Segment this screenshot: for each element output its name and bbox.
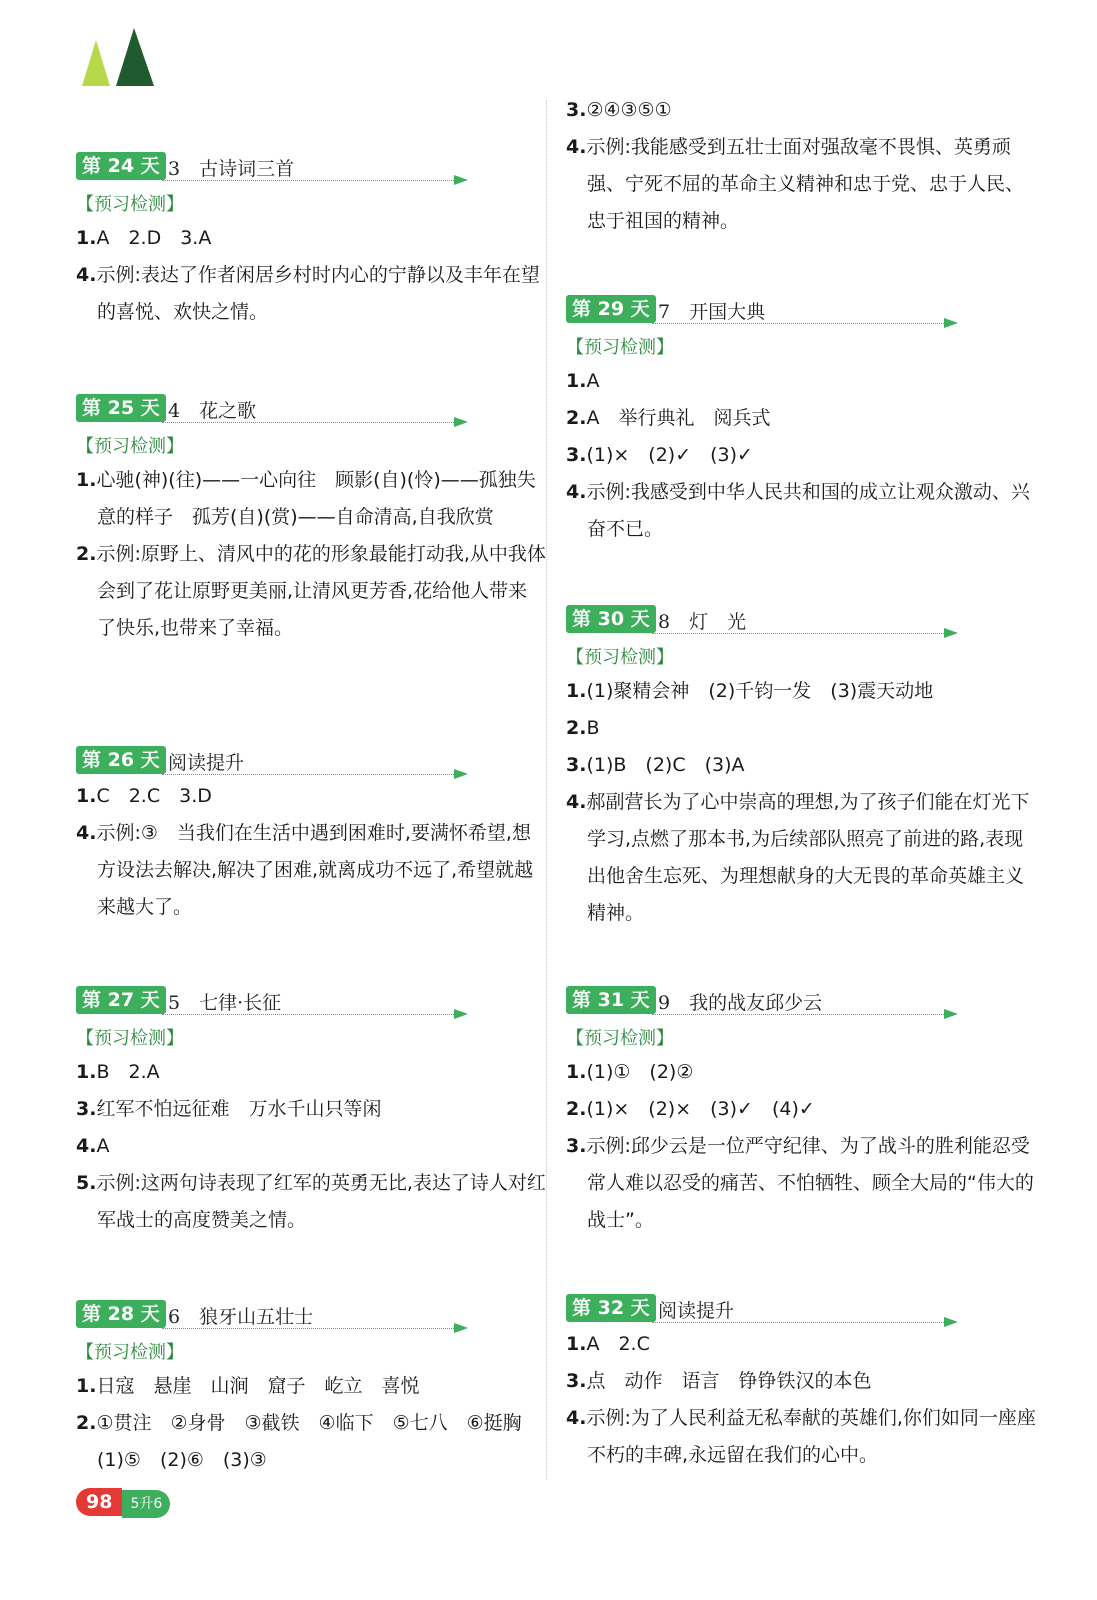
answer-item: 3.示例:邱少云是一位严守纪律、为了战斗的胜利能忍受常人难以忍受的痛苦、不怕牺牲、顾全大局的“伟大的战士”。 [566, 1135, 1034, 1231]
answer-item: 2.(1)× (2)× (3)✓ (4)✓ [566, 1098, 815, 1120]
section-day-27 [76, 984, 546, 1239]
section-day-26 [76, 744, 546, 926]
answer-item: 4.A [76, 1135, 110, 1157]
preview-check-label: 【预习检测】 [76, 1342, 184, 1363]
lesson-title: 阅读提升 [658, 1300, 735, 1322]
lesson-title: 6 狼牙山五壮士 [168, 1306, 314, 1328]
section-header [76, 150, 546, 184]
section-day-28 [76, 1298, 546, 1479]
header-dotted-line [162, 1328, 456, 1329]
answer-item: 4.示例:③ 当我们在生活中遇到困难时,要满怀希望,想方设法去解决,解决了困难,就离成功不远了,希望就越来越大了。 [76, 822, 534, 918]
answer-item: 4.示例:为了人民利益无私奉献的英雄们,你们如同一座座不朽的丰碑,永远留在我们的心中。 [566, 1407, 1036, 1466]
lesson-title: 4 花之歌 [168, 400, 257, 422]
answer-item: 1.A [566, 370, 600, 392]
day-badge: 第 32 天 [566, 1294, 656, 1322]
section-day-25 [76, 392, 546, 647]
arrow-icon [454, 1323, 468, 1333]
day-badge: 第 31 天 [566, 986, 656, 1014]
day-badge: 第 25 天 [76, 394, 166, 422]
answer-item: 2.示例:原野上、清风中的花的形象最能打动我,从中我体会到了花让原野更美丽,让清风更芳香,花给他人带来了快乐,也带来了幸福。 [76, 543, 546, 639]
header-dotted-line [162, 1014, 456, 1015]
answer-item: 1.(1)聚精会神 (2)千钧一发 (3)震天动地 [566, 680, 934, 702]
section-header [566, 1292, 1036, 1326]
answer-item: 1.C 2.C 3.D [76, 785, 212, 807]
header-dotted-line [162, 774, 456, 775]
section-header [76, 1298, 546, 1332]
section-day-31 [566, 984, 1036, 1239]
lesson-title: 3 古诗词三首 [168, 158, 295, 180]
lesson-title: 9 我的战友邱少云 [658, 992, 823, 1014]
day-badge: 第 27 天 [76, 986, 166, 1014]
answer-item: 4.示例:表达了作者闲居乡村时内心的宁静以及丰年在望的喜悦、欢快之情。 [76, 264, 540, 323]
lesson-title: 阅读提升 [168, 752, 245, 774]
header-dotted-line [652, 1014, 946, 1015]
arrow-icon [944, 318, 958, 328]
section-header [76, 984, 546, 1018]
answer-item: 2.①贯注 ②身骨 ③截铁 ④临下 ⑤七八 ⑥挺胸 (1)⑤ (2)⑥ (3)③ [76, 1412, 541, 1471]
answer-item: 3.(1)× (2)✓ (3)✓ [566, 444, 753, 466]
preview-check-label: 【预习检测】 [76, 436, 184, 457]
preview-check-label: 【预习检测】 [566, 337, 674, 358]
header-dotted-line [162, 180, 456, 181]
section-day-30 [566, 603, 1036, 932]
page-number: 98 [76, 1488, 122, 1516]
header-dotted-line [652, 323, 946, 324]
section-header [76, 744, 546, 778]
arrow-icon [454, 417, 468, 427]
arrow-icon [454, 769, 468, 779]
day-badge: 第 30 天 [566, 605, 656, 633]
day-badge: 第 24 天 [76, 152, 166, 180]
preview-check-label: 【预习检测】 [76, 194, 184, 215]
answer-item: 1.A 2.D 3.A [76, 227, 212, 249]
section-day-24 [76, 150, 546, 331]
answer-item: 1.日寇 悬崖 山涧 窟子 屹立 喜悦 [76, 1375, 420, 1397]
day-badge: 第 28 天 [76, 1300, 166, 1328]
section-header [76, 392, 546, 426]
tree-logo-icon [76, 28, 166, 88]
arrow-icon [944, 628, 958, 638]
preview-check-label: 【预习检测】 [566, 647, 674, 668]
answer-item: 1.(1)① (2)② [566, 1061, 694, 1083]
header-dotted-line [162, 422, 456, 423]
section-header [566, 603, 1036, 637]
day-badge: 第 29 天 [566, 295, 656, 323]
page-footer [76, 1488, 170, 1516]
lesson-title: 5 七律·长征 [168, 992, 282, 1014]
answer-item: 3.点 动作 语言 铮铮铁汉的本色 [566, 1370, 872, 1392]
arrow-icon [944, 1317, 958, 1327]
arrow-icon [454, 175, 468, 185]
section-header [566, 984, 1036, 1018]
answer-item: 3.红军不怕远征难 万水千山只等闲 [76, 1098, 382, 1120]
answer-item: 5.示例:这两句诗表现了红军的英勇无比,表达了诗人对红军战士的高度赞美之情。 [76, 1172, 546, 1231]
answer-item: 4.示例:我感受到中华人民共和国的成立让观众激动、兴奋不已。 [566, 481, 1030, 540]
day-badge: 第 26 天 [76, 746, 166, 774]
answer-item: 2.B [566, 717, 600, 739]
answer-item: 2.A 举行典礼 阅兵式 [566, 407, 771, 429]
arrow-icon [944, 1009, 958, 1019]
answer-item: 1.心驰(神)(往)——一心向往 顾影(自)(怜)——孤独失意的样子 孤芳(自)(赏)——自命清高,自我欣赏 [76, 469, 536, 528]
answer-item: 4.示例:我能感受到五壮士面对强敌毫不畏惧、英勇顽强、宁死不屈的革命主义精神和忠于党、忠于人民、忠于祖国的精神。 [566, 136, 1025, 232]
section-day-29 [566, 293, 1036, 548]
lesson-title: 8 灯 光 [658, 611, 747, 633]
answer-item: 4.郝副营长为了心中崇高的理想,为了孩子们能在灯光下学习,点燃了那本书,为后续部队照亮了前进的路,表现出他舍生忘死、为理想献身的大无畏的革命英雄主义精神。 [566, 791, 1030, 924]
column-divider [546, 100, 547, 1480]
preview-check-label: 【预习检测】 [566, 1028, 674, 1049]
answer-item: 1.A 2.C [566, 1333, 650, 1355]
section-day-32 [566, 1292, 1036, 1474]
arrow-icon [454, 1009, 468, 1019]
answer-item: 3.(1)B (2)C (3)A [566, 754, 745, 776]
grade-label: 5升6 [122, 1490, 170, 1518]
header-dotted-line [652, 633, 946, 634]
header-dotted-line [652, 1322, 946, 1323]
section-day-28-continued [566, 92, 1036, 240]
answer-item: 1.B 2.A [76, 1061, 160, 1083]
section-header [566, 293, 1036, 327]
lesson-title: 7 开国大典 [658, 301, 766, 323]
answer-item: 3.②④③⑤① [566, 99, 672, 121]
preview-check-label: 【预习检测】 [76, 1028, 184, 1049]
